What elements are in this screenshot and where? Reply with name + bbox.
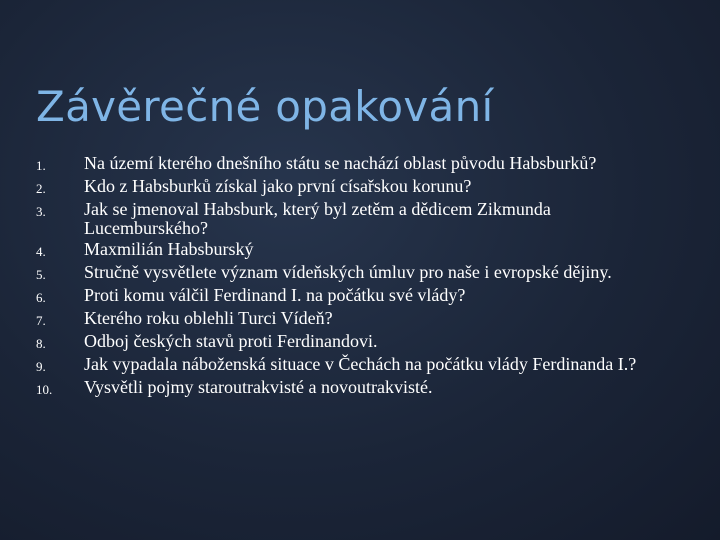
question-item-10 bbox=[36, 378, 676, 399]
question-item-2 bbox=[36, 177, 676, 198]
question-number: 1. bbox=[36, 158, 46, 173]
question-item-5 bbox=[36, 263, 676, 284]
question-text: Vysvětli pojmy staroutrakvisté a novoutrakvisté. bbox=[84, 377, 433, 397]
question-item-6 bbox=[36, 286, 676, 307]
question-number: 9. bbox=[36, 359, 46, 374]
question-text: Kdo z Habsburků získal jako první císařskou korunu? bbox=[84, 176, 472, 196]
question-text: Na území kterého dnešního státu se nachází oblast původu Habsburků? bbox=[84, 153, 597, 173]
question-text: Maxmilián Habsburský bbox=[84, 239, 254, 259]
question-number: 4. bbox=[36, 244, 46, 259]
question-text: Proti komu válčil Ferdinand I. na počátku své vlády? bbox=[84, 285, 466, 305]
question-item-4 bbox=[36, 240, 676, 261]
question-item-9 bbox=[36, 355, 676, 376]
question-text: Jak se jmenoval Habsburk, který byl zetěm a dědicem Zikmunda Lucemburského? bbox=[84, 199, 551, 238]
question-number: 10. bbox=[36, 382, 53, 397]
question-number: 6. bbox=[36, 290, 46, 305]
slide-title: Závěrečné opakování bbox=[36, 82, 494, 131]
question-item-3 bbox=[36, 200, 676, 238]
question-number: 3. bbox=[36, 204, 46, 219]
question-list bbox=[36, 154, 676, 401]
question-number: 8. bbox=[36, 336, 46, 351]
question-item-1 bbox=[36, 154, 676, 175]
question-text: Odboj českých stavů proti Ferdinandovi. bbox=[84, 331, 378, 351]
question-text: Jak vypadala náboženská situace v Čechách na počátku vlády Ferdinanda I.? bbox=[84, 354, 637, 374]
question-number: 5. bbox=[36, 267, 46, 282]
question-text: Kterého roku oblehli Turci Vídeň? bbox=[84, 308, 333, 328]
question-item-8 bbox=[36, 332, 676, 353]
question-number: 7. bbox=[36, 313, 46, 328]
question-number: 2. bbox=[36, 181, 46, 196]
question-item-7 bbox=[36, 309, 676, 330]
question-text: Stručně vysvětlete význam vídeňských úmluv pro naše i evropské dějiny. bbox=[84, 262, 612, 282]
